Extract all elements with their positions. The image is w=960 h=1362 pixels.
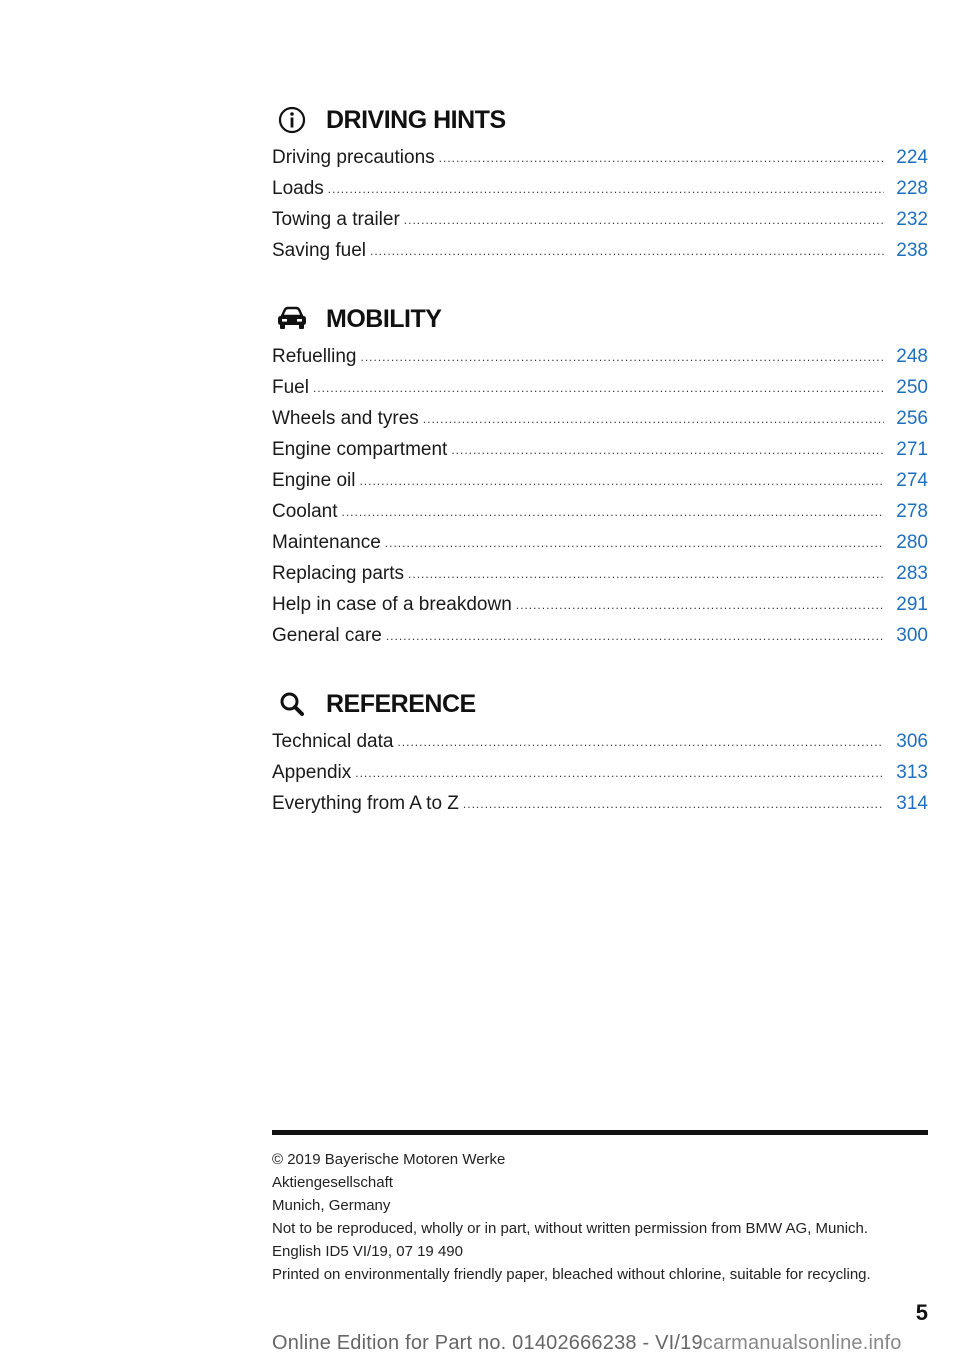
toc-page-link[interactable]: 274: [896, 470, 928, 491]
dot-leader: [385, 528, 884, 559]
toc-page-link[interactable]: 280: [896, 532, 928, 553]
toc-page-link[interactable]: 250: [896, 377, 928, 398]
toc-entry-label: Maintenance: [272, 532, 381, 553]
toc-entry-saving-fuel[interactable]: [272, 235, 928, 266]
toc-page-link[interactable]: 283: [896, 563, 928, 584]
imprint-line: Aktiengesellschaft: [272, 1174, 393, 1191]
toc-page-link[interactable]: 300: [896, 625, 928, 646]
toc-entry-label: Towing a trailer: [272, 209, 400, 230]
dot-leader: [516, 590, 884, 621]
section-title: MOBILITY: [326, 304, 442, 333]
toc-entry-technical-data[interactable]: [272, 726, 928, 757]
dot-leader: [361, 342, 885, 373]
toc-page-link[interactable]: 291: [896, 594, 928, 615]
toc-entry-label: Refuelling: [272, 346, 357, 367]
toc-entry-label: Loads: [272, 178, 324, 199]
imprint-line: Printed on environmentally friendly paper, bleached without chlorine, suitable for recycling.: [272, 1266, 871, 1283]
dot-leader: [423, 404, 884, 435]
toc-entry-label: Fuel: [272, 377, 309, 398]
footer-site: carmanualsonline.info: [702, 1332, 902, 1354]
toc-page-link[interactable]: 238: [896, 240, 928, 261]
toc-entry-fuel[interactable]: [272, 372, 928, 403]
toc-entry-everything-from-a-to-z[interactable]: [272, 788, 928, 819]
dot-leader: [439, 143, 884, 174]
dot-leader: [397, 727, 884, 758]
dot-leader: [355, 758, 884, 789]
dot-leader: [386, 621, 884, 652]
search-icon: [272, 684, 312, 724]
toc-entry-wheels-and-tyres[interactable]: [272, 403, 928, 434]
toc-entry-label: Technical data: [272, 731, 394, 752]
toc-page-link[interactable]: 256: [896, 408, 928, 429]
toc-entry-maintenance[interactable]: [272, 527, 928, 558]
footer-edition: Online Edition for Part no. 01402666238 - VI/19: [272, 1332, 703, 1354]
toc-entry-label: Coolant: [272, 501, 338, 522]
page-number: 5: [915, 1300, 928, 1325]
toc-page-link[interactable]: 228: [896, 178, 928, 199]
footer-watermark: [272, 1332, 902, 1355]
toc-entry-general-care[interactable]: [272, 620, 928, 651]
imprint-block: [272, 1148, 928, 1286]
dot-leader: [404, 205, 884, 236]
toc-page-link[interactable]: 248: [896, 346, 928, 367]
dot-leader: [370, 236, 884, 267]
imprint-divider: [272, 1130, 928, 1135]
dot-leader: [451, 435, 884, 466]
toc-entry-label: Engine oil: [272, 470, 356, 491]
toc-entry-engine-oil[interactable]: [272, 465, 928, 496]
section-header: [272, 100, 928, 140]
toc-entry-towing-a-trailer[interactable]: [272, 204, 928, 235]
toc-entry-label: General care: [272, 625, 382, 646]
toc-page-link[interactable]: 271: [896, 439, 928, 460]
toc-entry-loads[interactable]: [272, 173, 928, 204]
toc-entry-engine-compartment[interactable]: [272, 434, 928, 465]
toc-entry-label: Engine compartment: [272, 439, 448, 460]
toc-page-link[interactable]: 232: [896, 209, 928, 230]
section-header: [272, 684, 928, 724]
toc-list: [272, 142, 928, 266]
imprint-line: Munich, Germany: [272, 1197, 391, 1214]
imprint-line: English ID5 VI/19, 07 19 490: [272, 1243, 463, 1260]
toc-entry-label: Saving fuel: [272, 240, 367, 261]
toc-entry-label: Help in case of a breakdown: [272, 594, 512, 615]
toc-page-link[interactable]: 314: [896, 793, 928, 814]
imprint-line: Not to be reproduced, wholly or in part, without written permission from BMW AG, Munich.: [272, 1220, 869, 1237]
toc-entry-label: Appendix: [272, 762, 352, 783]
toc-entry-label: Wheels and tyres: [272, 408, 419, 429]
section-mobility: [272, 299, 928, 651]
toc-entry-driving-precautions[interactable]: [272, 142, 928, 173]
dot-leader: [328, 174, 884, 205]
toc-entry-label: Replacing parts: [272, 563, 405, 584]
toc-entry-coolant[interactable]: [272, 496, 928, 527]
toc-page-link[interactable]: 224: [896, 147, 928, 168]
toc-entry-label: Driving precautions: [272, 147, 435, 168]
dot-leader: [408, 559, 884, 590]
section-reference: [272, 684, 928, 819]
dot-leader: [342, 497, 885, 528]
imprint-line: © 2019 Bayerische Motoren Werke: [272, 1151, 506, 1168]
toc-entry-appendix[interactable]: [272, 757, 928, 788]
table-of-contents: [272, 100, 928, 852]
car-front-icon: [272, 299, 312, 339]
toc-entry-refuelling[interactable]: [272, 341, 928, 372]
section-driving-hints: [272, 100, 928, 266]
toc-list: [272, 341, 928, 651]
info-circle-icon: [272, 100, 312, 140]
toc-entry-label: Everything from A to Z: [272, 793, 459, 814]
toc-entry-help-in-case-of-a-breakdown[interactable]: [272, 589, 928, 620]
section-title: REFERENCE: [326, 689, 476, 718]
toc-page-link[interactable]: 306: [896, 731, 928, 752]
section-title: DRIVING HINTS: [326, 105, 506, 134]
toc-page-link[interactable]: 313: [896, 762, 928, 783]
toc-entry-replacing-parts[interactable]: [272, 558, 928, 589]
dot-leader: [359, 466, 884, 497]
toc-list: [272, 726, 928, 819]
dot-leader: [463, 789, 884, 820]
toc-page-link[interactable]: 278: [896, 501, 928, 522]
dot-leader: [313, 373, 884, 404]
section-header: [272, 299, 928, 339]
